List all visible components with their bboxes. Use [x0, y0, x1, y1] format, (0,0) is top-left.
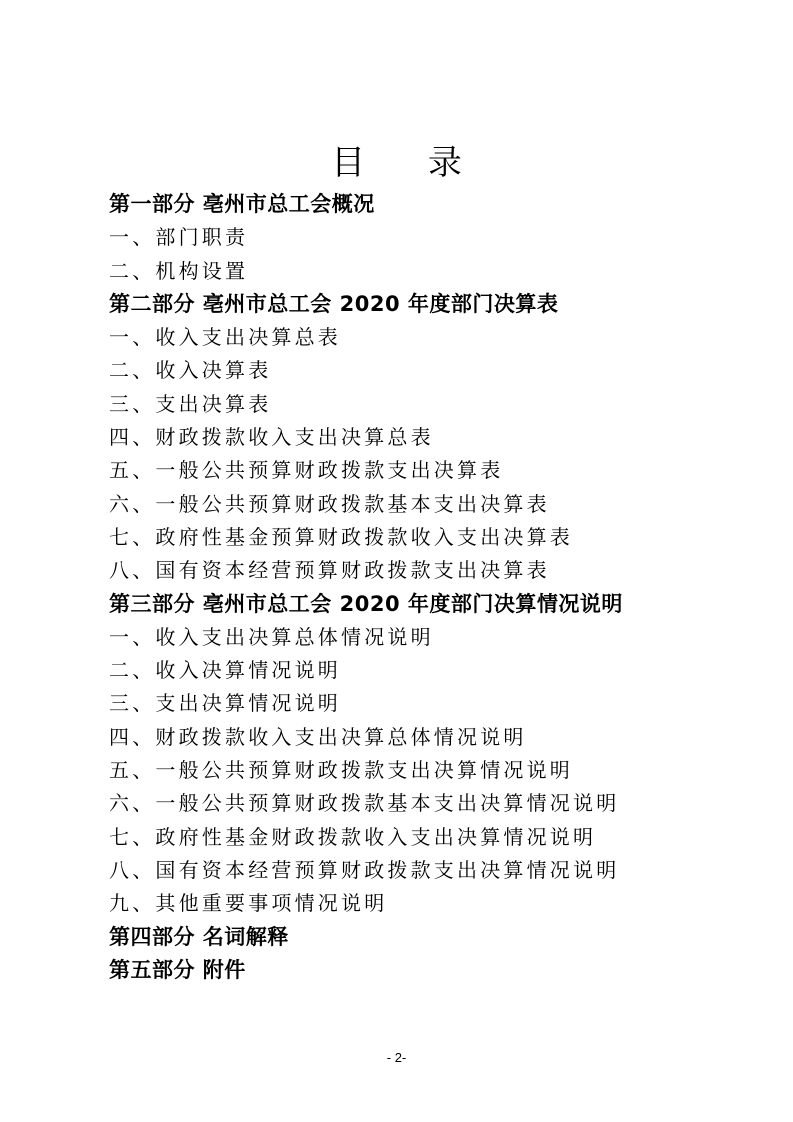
- page-title: 目 录: [331, 143, 488, 183]
- toc-item[interactable]: 七、政府性基金预算财政拨款收入支出决算表: [109, 524, 573, 549]
- toc-item[interactable]: 九、其他重要事项情况说明: [109, 891, 388, 916]
- page-number: - 2-: [386, 1050, 407, 1065]
- toc-item[interactable]: 二、收入决算情况说明: [109, 658, 341, 683]
- toc-part-1[interactable]: 第一部分 亳州市总工会概况: [109, 192, 375, 216]
- toc-item[interactable]: 四、财政拨款收入支出决算总体情况说明: [109, 724, 527, 749]
- toc-item[interactable]: 五、一般公共预算财政拨款支出决算情况说明: [109, 758, 573, 783]
- toc-item[interactable]: 六、一般公共预算财政拨款基本支出决算表: [109, 491, 550, 516]
- toc-item[interactable]: 二、机构设置: [109, 258, 249, 283]
- toc-item[interactable]: 三、支出决算表: [109, 391, 272, 416]
- toc-item[interactable]: 六、一般公共预算财政拨款基本支出决算情况说明: [109, 791, 620, 816]
- table-of-contents: [109, 188, 749, 987]
- toc-item[interactable]: 一、部门职责: [109, 225, 249, 250]
- toc-part-4[interactable]: 第四部分 名词解释: [109, 924, 289, 949]
- toc-item[interactable]: 一、收入支出决算总表: [109, 325, 341, 350]
- toc-item[interactable]: 一、收入支出决算总体情况说明: [109, 624, 434, 649]
- toc-part-2[interactable]: 第二部分 亳州市总工会 2020 年度部门决算表: [109, 291, 559, 316]
- toc-item[interactable]: 四、财政拨款收入支出决算总表: [109, 425, 434, 450]
- toc-item[interactable]: 八、国有资本经营预算财政拨款支出决算情况说明: [109, 857, 620, 882]
- toc-part-3[interactable]: 第三部分 亳州市总工会 2020 年度部门决算情况说明: [109, 591, 623, 616]
- toc-item[interactable]: 五、一般公共预算财政拨款支出决算表: [109, 458, 504, 483]
- toc-item[interactable]: 三、支出决算情况说明: [109, 691, 341, 716]
- toc-item[interactable]: 二、收入决算表: [109, 358, 272, 383]
- toc-part-5[interactable]: 第五部分 附件: [109, 957, 246, 982]
- toc-item[interactable]: 八、国有资本经营预算财政拨款支出决算表: [109, 558, 550, 583]
- toc-item[interactable]: 七、政府性基金财政拨款收入支出决算情况说明: [109, 824, 597, 849]
